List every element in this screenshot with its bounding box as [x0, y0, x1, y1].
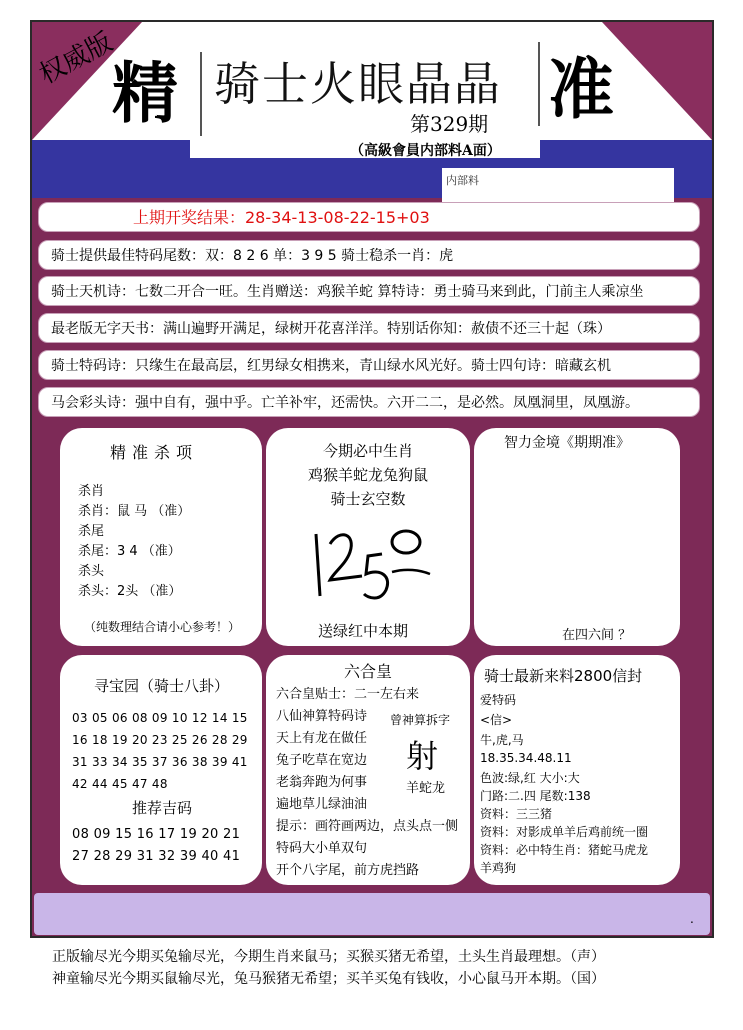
footer-line-1: 正版输尽光今期买兔输尽光，今期生肖来鼠马；买猴买猪无希望，土头生肖最理想。（声）	[52, 949, 605, 965]
page-title: 骑士火眼晶晶	[214, 57, 502, 111]
zhili-bottom: 在四六间 ？	[562, 628, 632, 643]
left-char: 精	[112, 55, 178, 132]
kill-line: 杀头：2头 （准）	[78, 584, 182, 599]
latest-panel	[474, 655, 680, 885]
treasure-row: 42 44 45 47 48	[72, 777, 168, 791]
treasure-row: 16 18 19 20 23 25 26 28 29	[72, 733, 248, 747]
treasure-row: 31 33 34 35 37 36 38 39 41	[72, 755, 248, 769]
tianji-poem-row: 骑士天机诗：七数二开合一旺。生肖赠送：鸡猴羊蛇 算特诗：勇士骑马来到此，门前主人乘凉坐	[38, 276, 700, 306]
liuhe-line: 开个八字尾，前方虎挡路	[276, 863, 420, 878]
zodiac-animals: 鸡猴羊蛇龙兔狗鼠	[307, 466, 428, 484]
bottom-bar	[34, 893, 710, 935]
luck-poem-row: 马会彩头诗：强中自有，强中乎。亡羊补牢，还需快。六开二二，是必然。凤凰洞里，凤凰游。	[38, 387, 700, 417]
wordless-book-row: 最老版无字天书：满山遍野开满足，绿树开花喜洋洋。特别话你知：赦债不还三十起（珠）	[38, 313, 700, 343]
zodiac-title: 今期必中生肖	[322, 442, 413, 460]
liuhe-line: 兔子吃草在宽边	[276, 753, 368, 768]
member-note: （高級會員内部料A面）	[350, 143, 501, 159]
issue-number: 第329期	[410, 112, 489, 136]
liuhe-title: 六合皇	[343, 662, 392, 681]
lucky-row: 08 09 15 16 17 19 20 21	[72, 827, 241, 842]
latest-title: 骑士最新来料2800信封	[484, 667, 643, 685]
kill-panel-title: 精准杀项	[110, 443, 199, 462]
treasure-row: 03 05 06 08 09 10 12 14 15	[72, 711, 248, 725]
special-code-poem-row: 骑士特码诗：只缘生在最高层，红男绿女相携来，青山绿水风光好。骑士四句诗：暗藏玄机	[38, 350, 700, 380]
liuhe-panel	[266, 655, 470, 885]
liuhe-line: 特码大小单双句	[276, 841, 368, 856]
lucky-title: 推荐吉码	[132, 799, 193, 817]
divider-left	[200, 52, 202, 136]
liuhe-line: 八仙神算特码诗	[276, 709, 368, 724]
kill-line: 杀尾：3 4 （准）	[78, 544, 181, 559]
latest-line: 牛,虎,马	[480, 733, 524, 747]
liuhe-line: 六合皇贴士：二一左右来	[276, 687, 420, 702]
kill-line: 杀尾	[78, 524, 105, 539]
last-result-row: 上期开奖结果：28-34-13-08-22-15+03	[38, 202, 700, 232]
divider-right	[538, 42, 540, 126]
inner-note: 内部料	[446, 174, 479, 187]
liuhe-line: 提示：画符画两边，点头点一侧	[276, 819, 459, 834]
header-right-triangle	[602, 22, 712, 140]
treasure-title: 寻宝园（骑士八卦）	[94, 677, 230, 695]
zodiac-bottom: 送绿红中本期	[318, 622, 409, 640]
kill-line: 杀肖	[78, 484, 105, 499]
authority-stamp: 权威版	[34, 27, 118, 91]
treasure-panel	[60, 655, 262, 885]
she-char: 射	[406, 737, 439, 775]
bottom-dot: .	[690, 912, 694, 926]
kill-note: （纯数理结合请小心参考！）	[84, 620, 241, 634]
liuhe-line: 老翁奔跑为何事	[276, 775, 368, 790]
handwritten-numbers	[306, 514, 436, 610]
kill-line: 杀头	[78, 564, 105, 579]
latest-line: 资料：必中特生肖：猪蛇马虎龙	[480, 843, 649, 857]
she-title: 曾神算拆字	[390, 713, 451, 727]
latest-line: 羊鸡狗	[480, 861, 517, 875]
she-answer: 羊蛇龙	[406, 781, 446, 796]
latest-line: 资料：对影成单羊后鸡前统一圈	[480, 825, 649, 839]
latest-line: 色波:绿,红 大小:大	[480, 771, 580, 785]
latest-line: 资料：三三猪	[480, 807, 553, 821]
latest-line: 门路:二.四 尾数:138	[480, 789, 591, 803]
lucky-row: 27 28 29 31 32 39 40 41	[72, 849, 241, 864]
latest-line: 爱特码	[480, 693, 517, 707]
latest-line: <信>	[480, 713, 513, 727]
tail-number-row: 骑士提供最佳特码尾数：双：8 2 6 单：3 9 5 骑士稳杀一肖：虎	[38, 240, 700, 270]
kill-panel	[60, 428, 262, 646]
latest-line: 18.35.34.48.11	[480, 751, 572, 765]
zodiac-subtitle: 骑士玄空数	[330, 490, 406, 508]
footer-line-2: 神童输尽光今期买鼠输尽光，兔马猴猪无希望；买羊买兔有钱收，小心鼠马开本期。（国）	[52, 971, 605, 987]
zodiac-panel	[266, 428, 470, 646]
right-char: 准	[548, 51, 614, 128]
liuhe-line: 天上有龙在做任	[276, 731, 368, 746]
zhili-title: 智力金境《期期准》	[504, 435, 630, 451]
zhili-panel	[474, 428, 680, 646]
liuhe-line: 遍地草儿绿油油	[276, 797, 368, 812]
kill-line: 杀肖：鼠 马 （准）	[78, 504, 191, 519]
